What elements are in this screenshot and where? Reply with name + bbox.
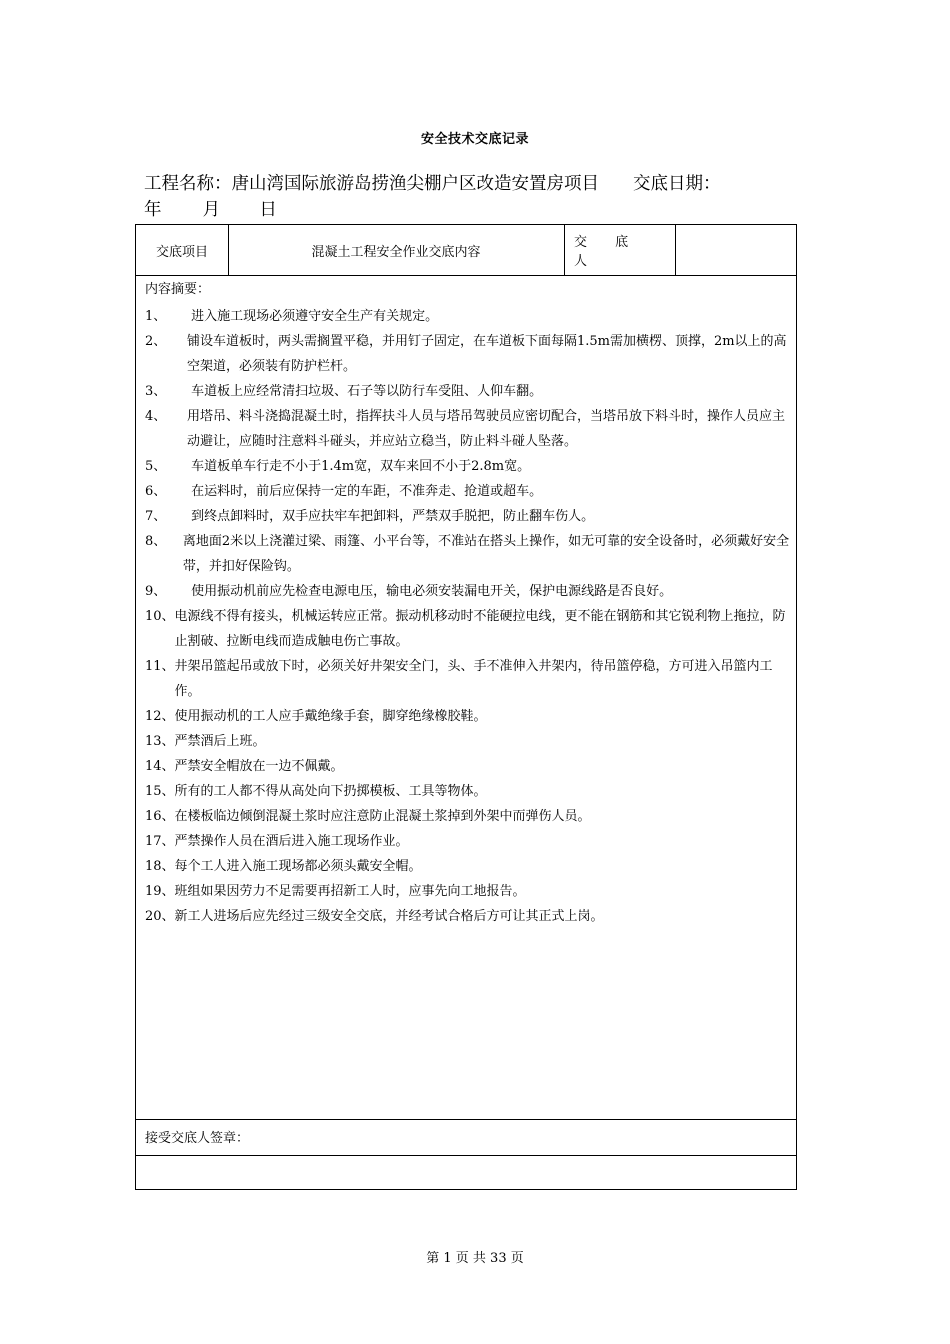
item-text: 车道板单车行走不小于1.4m宽，双车来回不小于2.8m宽。 (191, 459, 531, 474)
sign-row (136, 1119, 796, 1156)
list-item (145, 329, 791, 379)
item-number: 8、 (145, 534, 183, 549)
list-item (145, 304, 791, 329)
project-line (144, 172, 794, 196)
record-table (135, 224, 797, 1190)
date-line (144, 198, 277, 222)
item-label-cell: 交底项目 (136, 225, 229, 275)
page-footer: 第 1 页 共 33 页 (426, 1251, 524, 1266)
person-value-cell (676, 225, 796, 275)
item-text: 新工人进场后应先经过三级安全交底，并经考试合格后方可让其正式上岗。 (174, 909, 604, 924)
list-item (145, 604, 791, 654)
item-text: 使用振动机的工人应手戴绝缘手套，脚穿绝缘橡胶鞋。 (174, 709, 487, 724)
item-number: 17、 (145, 834, 175, 849)
item-number: 9、 (145, 584, 192, 599)
summary-label: 内容摘要： (145, 282, 211, 297)
item-number: 2、 (145, 334, 187, 349)
date-day: 日 (259, 200, 277, 220)
item-text: 在运料时，前后应保持一定的车距，不准奔走、抢道或超车。 (191, 484, 543, 499)
list-item (145, 879, 791, 904)
date-month: 月 (202, 200, 221, 220)
item-number: 10、 (145, 609, 175, 624)
list-item (145, 904, 791, 929)
item-number: 5、 (145, 459, 192, 474)
item-number: 1、 (145, 309, 192, 324)
list-item (145, 454, 791, 479)
item-number: 3、 (145, 384, 192, 399)
item-text: 铺设车道板时，两头需搁置平稳，并用钉子固定，在车道板下面每隔1.5m需加横楞、顶撑，2m以上的高空架道，必须装有防护栏杆。 (186, 334, 787, 374)
item-number: 15、 (145, 784, 175, 799)
item-number: 14、 (145, 759, 175, 774)
sign-blank-row (136, 1156, 796, 1189)
list-item (145, 579, 791, 604)
content-cell (136, 276, 796, 1120)
item-number: 11、 (145, 659, 175, 674)
project-name: 唐山湾国际旅游岛捞渔尖棚户区改造安置房项目 (231, 174, 599, 194)
list-item (145, 654, 791, 704)
date-year: 年 (144, 200, 162, 220)
item-text: 车道板上应经常清扫垃圾、石子等以防行车受阻、人仰车翻。 (191, 384, 543, 399)
list-item (145, 729, 791, 754)
person-label-cell: 交 底 人 (564, 225, 676, 275)
list-item (145, 829, 791, 854)
item-text: 离地面2米以上浇灌过梁、雨篷、小平台等，不准站在搭头上操作，如无可靠的安全设备时，必须戴好安全带，并扣好保险钩。 (182, 534, 790, 574)
item-text: 使用振动机前应先检查电源电压，输电必须安装漏电开关，保护电源线路是否良好。 (191, 584, 673, 599)
document-title: 安全技术交底记录 (420, 132, 529, 147)
list-item (145, 479, 791, 504)
list-item (145, 404, 791, 454)
list-item (145, 529, 791, 579)
item-text: 严禁酒后上班。 (174, 734, 266, 749)
item-text: 在楼板临边倾倒混凝土浆时应注意防止混凝土浆掉到外架中而弹伤人员。 (174, 809, 591, 824)
safety-items-list (145, 304, 791, 929)
item-number: 16、 (145, 809, 175, 824)
item-number: 7、 (145, 509, 192, 524)
item-number: 13、 (145, 734, 175, 749)
item-number: 19、 (145, 884, 175, 899)
item-number: 12、 (145, 709, 175, 724)
item-text: 到终点卸料时，双手应扶牢车把卸料，严禁双手脱把，防止翻车伤人。 (191, 509, 595, 524)
item-number: 6、 (145, 484, 192, 499)
item-number: 4、 (145, 409, 187, 424)
list-item (145, 804, 791, 829)
item-text: 进入施工现场必须遵守安全生产有关规定。 (191, 309, 439, 324)
item-text: 用塔吊、料斗浇捣混凝土时，指挥扶斗人员与塔吊驾驶员应密切配合，当塔吊放下料斗时，操作人员应主动避让，应随时注意料斗碰头，并应站立稳当，防止料斗碰人坠落。 (186, 409, 785, 449)
list-item (145, 754, 791, 779)
item-text: 班组如果因劳力不足需要再招新工人时，应事先向工地报告。 (174, 884, 526, 899)
item-text: 所有的工人都不得从高处向下扔掷模板、工具等物体。 (174, 784, 487, 799)
sign-label: 接受交底人签章： (145, 1131, 250, 1146)
project-label: 工程名称： (144, 174, 232, 194)
list-item (145, 854, 791, 879)
list-item (145, 504, 791, 529)
item-text: 严禁操作人员在酒后进入施工现场作业。 (174, 834, 409, 849)
header-row (136, 225, 796, 276)
list-item (145, 779, 791, 804)
item-text: 严禁安全帽放在一边不佩戴。 (174, 759, 344, 774)
date-label: 交底日期： (633, 174, 721, 194)
list-item (145, 379, 791, 404)
item-value-cell: 混凝土工程安全作业交底内容 (228, 225, 565, 275)
item-text: 每个工人进入施工现场都必须头戴安全帽。 (174, 859, 422, 874)
item-text: 电源线不得有接头，机械运转应正常。振动机移动时不能硬拉电线，更不能在钢筋和其它锐利物上拖拉，防止割破、拉断电线而造成触电伤亡事故。 (174, 609, 786, 649)
list-item (145, 704, 791, 729)
item-text: 井架吊篮起吊或放下时，必须关好井架安全门，头、手不准伸入井架内，待吊篮停稳，方可进入吊篮内工作。 (174, 659, 773, 699)
item-number: 20、 (145, 909, 175, 924)
item-number: 18、 (145, 859, 175, 874)
